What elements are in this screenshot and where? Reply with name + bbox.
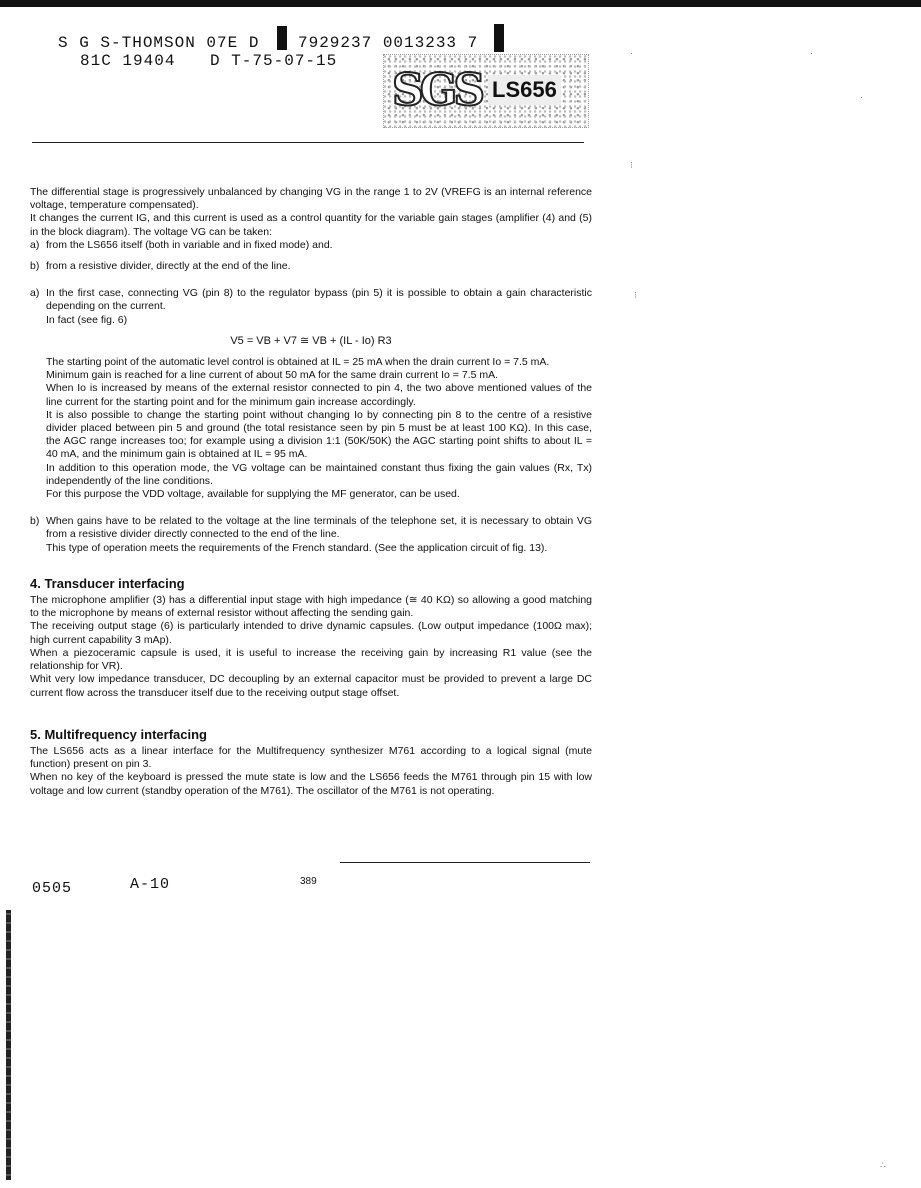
footer-left-code: 0505 <box>32 880 73 897</box>
case-b-label: b) <box>30 515 40 528</box>
case-a-lead-2: In fact (see fig. 6) <box>46 313 128 326</box>
document-body <box>30 186 592 798</box>
section-4-paragraph: The microphone amplifier (3) has a differential input stage with high impedance (≅ 40 KΩ) so allowing a good matching to the microphone by means of external resistor without affecting the sending gain. <box>30 594 592 620</box>
case-a-label: a) <box>30 287 40 300</box>
list-text: from a resistive divider, directly at the end of the line. <box>46 260 291 273</box>
scan-speck: · <box>630 48 633 58</box>
list-label: b) <box>30 260 40 273</box>
section-4-paragraph: The receiving output stage (6) is particularly intended to drive dynamic capsules. (Low output impedance (100Ω max); high current capability 3 mAp). <box>30 620 592 646</box>
header-rule <box>32 142 584 143</box>
header-line-1: S G S-THOMSON 07E D <box>58 34 260 52</box>
case-a-paragraph: In addition to this operation mode, the VG voltage can be maintained constant thus fixing the gain values (Rx, Tx) independently of the line conditions. <box>46 461 592 487</box>
intro-list-item <box>30 260 592 273</box>
case-a-paragraph: Minimum gain is reached for a line current of about 50 mA for the same drain current Io = 7.5 mA. <box>46 369 499 382</box>
list-text: from the LS656 itself (both in variable and in fixed mode) and. <box>46 238 333 251</box>
logo-mark: SGS <box>392 65 482 116</box>
case-a-paragraph: When Io is increased by means of the external resistor connected to pin 4, the two above mentioned values of the line current for the starting point and for the minimum gain increase accordingly. <box>46 382 592 408</box>
scan-speck: · <box>810 48 813 58</box>
section-5-heading: 5. Multifrequency interfacing <box>30 726 207 742</box>
case-a-paragraph: For this purpose the VDD voltage, available for supplying the MF generator, can be used. <box>46 488 460 501</box>
intro-paragraph-2: It changes the current IG, and this current is used as a control quantity for the variable gain stages (amplifier (4) and (5) in the block diagram). The voltage VG can be taken: <box>30 212 592 238</box>
case-a-paragraph: It is also possible to change the starting point without changing Io by connecting pin 8 to the centre of a resistive divider placed between pin 5 and ground (the total resistance seen by pin 5 must be at least 100 KΩ). In this case, the AGC range increases too; for example using a division 1:1 (50K/50K) the AGC starting point shifts to about IL = 40 mA, and the minimum gain is obtained at IL = 95 mA. <box>46 408 592 461</box>
scan-top-edge <box>0 0 921 7</box>
list-label: a) <box>30 238 40 251</box>
header-block-mark-right <box>494 24 504 52</box>
scan-speck: ∴ <box>880 1160 886 1170</box>
header-date-code: D T-75-07-15 <box>210 52 338 70</box>
case-b-paragraph: This type of operation meets the requirements of the French standard. (See the application circuit of fig. 13). <box>46 541 548 554</box>
section-4-paragraph: Whit very low impedance transducer, DC decoupling by an external capacitor must be provided to prevent a large DC current flow across the transducer itself due to the receiving output stage offset. <box>30 673 592 699</box>
case-a-lead: In the first case, connecting VG (pin 8) to the regulator bypass (pin 5) it is possible to obtain a gain characteristic depending on the current. <box>46 287 592 313</box>
company-logo <box>383 54 589 128</box>
header-line-2: 81C 19404 <box>80 52 176 70</box>
page-number: 389 <box>300 876 317 887</box>
intro-paragraph-1: The differential stage is progressively unbalanced by changing VG in the range 1 to 2V (VREFG is an internal reference voltage, temperature compensated). <box>30 186 592 212</box>
footer-center-code: A-10 <box>130 876 171 893</box>
case-b <box>30 515 592 555</box>
scan-speck: ⁝ <box>630 160 633 170</box>
case-a-paragraph: The starting point of the automatic level control is obtained at IL = 25 mA when the drain current Io = 7.5 mA. <box>46 356 550 369</box>
header-block-mark <box>277 26 287 50</box>
header-codes: 7929237 0013233 7 <box>298 34 479 52</box>
part-number: LS656 <box>488 75 561 105</box>
section-4-paragraph: When a piezoceramic capsule is used, it is useful to increase the receiving gain by increasing R1 value (see the relationship for VR). <box>30 646 592 673</box>
section-4-heading: 4. Transducer interfacing <box>30 575 185 591</box>
section-5-paragraph: The LS656 acts as a linear interface for the Multifrequency synthesizer M761 according to a logical signal (mute function) present on pin 3. <box>30 744 592 771</box>
footer-rule <box>340 862 590 863</box>
scan-left-edge <box>6 910 11 1180</box>
scan-speck: ⁝ <box>634 290 637 300</box>
scan-speck: · <box>860 92 863 102</box>
case-b-lead: When gains have to be related to the voltage at the line terminals of the telephone set, it is necessary to obtain VG from a resistive divider directly connected to the end of the line. <box>46 515 592 541</box>
equation: V5 = VB + V7 ≅ VB + (IL - Io) R3 <box>230 334 392 347</box>
case-a <box>30 287 592 327</box>
section-5-paragraph: When no key of the keyboard is pressed the mute state is low and the LS656 feeds the M761 through pin 15 with low voltage and low current (standby operation of the M761). The oscillator of the M761 is not operating. <box>30 771 592 797</box>
intro-list-item <box>30 239 592 252</box>
